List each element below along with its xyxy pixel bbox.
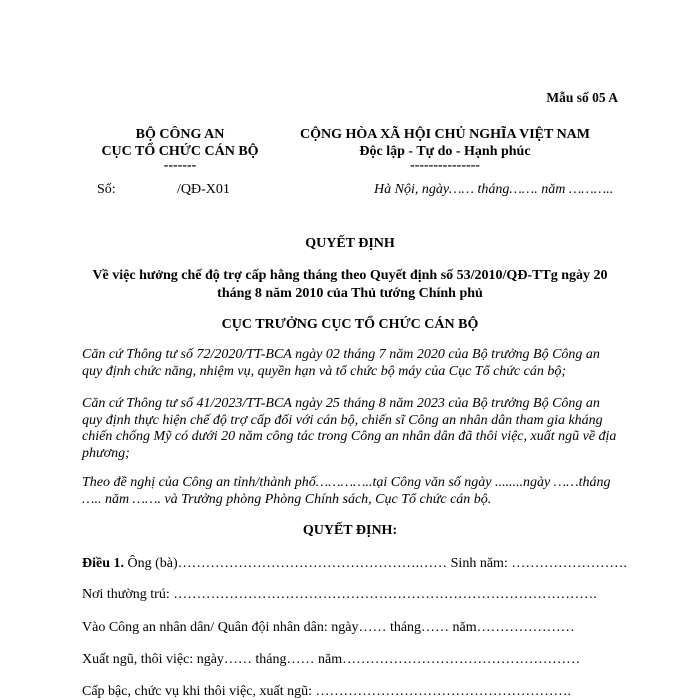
place-date-line: Hà Nội, ngày…… tháng……. năm ……….. xyxy=(374,182,614,197)
subject-line-2: tháng 8 năm 2010 của Thủ tướng Chính phủ xyxy=(217,286,483,301)
basis-paragraph-2: Căn cứ Thông tư số 41/2023/TT-BCA ngày 25 tháng 8 năm 2023 của Bộ trưởng Bộ Công an quy định thực hiện chế độ trợ cấp đối với cán bộ, chiến sĩ Công an nhân dân tham gia kháng chiến chống Mỹ có dưới 20 năm công tác trong Công an nhân dân đã thôi việc, xuất ngũ về địa phương; xyxy=(82,396,617,461)
basis-paragraph-1: Căn cứ Thông tư số 72/2020/TT-BCA ngày 02 tháng 7 năm 2020 của Bộ trưởng Bộ Công an quy định chức năng, nhiệm vụ, quyền hạn và tổ chức bộ máy của Cục Tổ chức cán bộ; xyxy=(82,347,600,379)
country-name: CỘNG HÒA XÃ HỘI CHỦ NGHĨA VIỆT NAM xyxy=(299,127,590,142)
article-1-label: Điều 1. xyxy=(82,556,124,571)
document-number-label: Số: xyxy=(97,182,116,197)
field-rank-position: Cấp bậc, chức vụ khi thôi việc, xuất ngũ: ………………………………………………. xyxy=(82,684,571,699)
document-number-suffix: /QĐ-X01 xyxy=(177,182,230,197)
left-divider: ------- xyxy=(163,158,197,173)
field-enlistment-date: Vào Công an nhân dân/ Quân đội nhân dân: ngày…… tháng…… năm………………… xyxy=(82,620,575,635)
document-title: QUYẾT ĐỊNH xyxy=(305,236,395,251)
motto: Độc lập - Tự do - Hạnh phúc xyxy=(359,144,531,159)
authority-title: CỤC TRƯỞNG CỤC TỔ CHỨC CÁN BỘ xyxy=(221,317,479,332)
article-1-line xyxy=(82,556,627,572)
basis-paragraph-3: Theo đề nghị của Công an tỉnh/thành phố…………..tại Công văn số ngày ........ngày ……tháng ….. năm ……. và Trưởng phòng Phòng Chính sách, Cục Tổ chức cán bộ. xyxy=(82,475,611,507)
field-residence: Nơi thường trú: ………………………………………………………………………………. xyxy=(82,587,597,602)
decision-heading: QUYẾT ĐỊNH: xyxy=(302,523,398,538)
field-discharge-date: Xuất ngũ, thôi việc: ngày…… tháng…… năm…………………………………………… xyxy=(82,652,581,667)
right-divider: --------------- xyxy=(410,158,480,173)
department-name: CỤC TỔ CHỨC CÁN BỘ xyxy=(101,144,259,159)
form-number: Mẫu số 05 A xyxy=(546,90,618,105)
article-1-text: Ông (bà)…………………………………………….…… Sinh năm: ……………………. xyxy=(124,556,627,571)
subject-line-1: Về việc hưởng chế độ trợ cấp hằng tháng theo Quyết định số 53/2010/QĐ-TTg ngày 20 xyxy=(92,268,608,283)
ministry-name: BỘ CÔNG AN xyxy=(135,127,225,142)
